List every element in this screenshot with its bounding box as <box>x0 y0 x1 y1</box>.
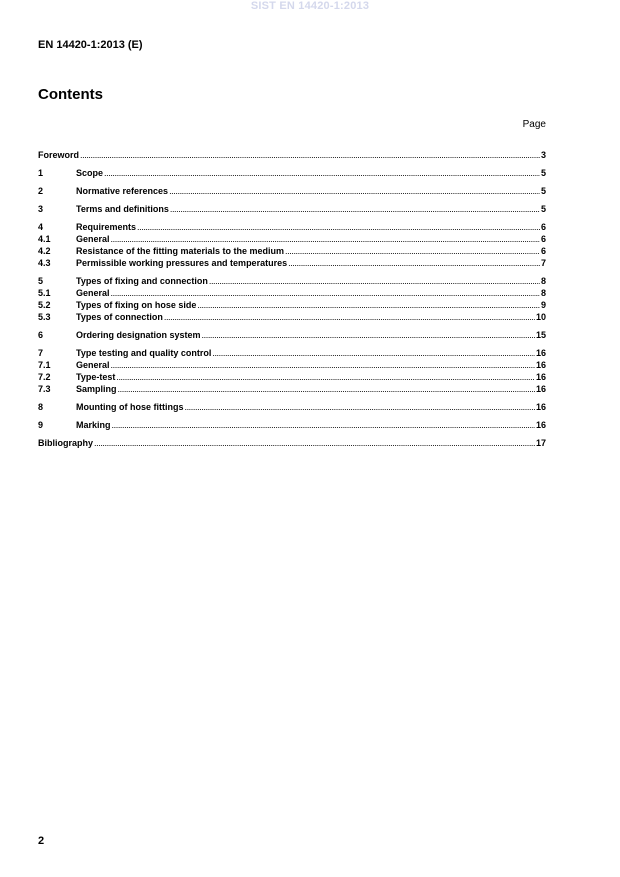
toc-entry-page: 6 <box>540 246 546 256</box>
toc-entry-text: Bibliography <box>38 438 94 448</box>
toc-entry-page: 8 <box>540 288 546 298</box>
toc-entry-number: 7 <box>38 348 44 358</box>
toc-entry-text: Foreword <box>38 150 80 160</box>
toc-leader <box>285 245 540 257</box>
toc-entry-page: 10 <box>535 312 546 322</box>
toc-entry-text: Ordering designation system <box>76 330 201 340</box>
toc-entry-8[interactable] <box>38 401 546 413</box>
toc-entry-4-2[interactable] <box>38 245 546 257</box>
toc-entry-text: Scope <box>76 168 104 178</box>
toc-entry-2[interactable] <box>38 185 546 197</box>
toc-entry-number: 4.1 <box>38 234 51 244</box>
toc-entry-number: 5.3 <box>38 312 51 322</box>
toc-entry-text: Mounting of hose fittings <box>76 402 184 412</box>
page-number: 2 <box>38 835 45 847</box>
toc-entry-page: 15 <box>535 330 546 340</box>
toc-entry-page: 16 <box>535 360 546 370</box>
toc-entry-page: 6 <box>540 234 546 244</box>
toc-leader <box>111 359 535 371</box>
toc-leader <box>184 401 535 413</box>
toc-leader <box>111 287 540 299</box>
toc-leader <box>112 419 535 431</box>
toc-entry-text: General <box>76 288 110 298</box>
toc-entry-6[interactable] <box>38 329 546 341</box>
toc-entry-text: Type-test <box>76 372 116 382</box>
toc-leader <box>164 311 535 323</box>
toc-entry-5[interactable] <box>38 275 546 287</box>
toc-entry-page: 16 <box>535 372 546 382</box>
toc-leader <box>197 299 540 311</box>
toc-entry-number: 4 <box>38 222 44 232</box>
toc-entry-page: 16 <box>535 348 546 358</box>
toc-entry-number: 1 <box>38 168 44 178</box>
toc-leader <box>137 221 540 233</box>
toc-entry-page: 6 <box>540 222 546 232</box>
toc-entry-page: 3 <box>540 150 546 160</box>
toc-entry-7-2[interactable] <box>38 371 546 383</box>
toc-leader <box>104 167 540 179</box>
toc-entry-number: 4.3 <box>38 258 51 268</box>
toc-entry-3[interactable] <box>38 203 546 215</box>
toc-entry-page: 7 <box>540 258 546 268</box>
toc-entry-page: 16 <box>535 384 546 394</box>
toc-entry-4[interactable] <box>38 221 546 233</box>
toc-entry-page: 5 <box>540 186 546 196</box>
toc-entry-7[interactable] <box>38 347 546 359</box>
toc-entry-text: Requirements <box>76 222 137 232</box>
toc-entry-text: General <box>76 360 110 370</box>
toc-entry-page: 16 <box>535 420 546 430</box>
toc-leader <box>170 203 540 215</box>
toc-entry-number: 7.3 <box>38 384 51 394</box>
toc-entry-number: 7.2 <box>38 372 51 382</box>
toc-leader <box>212 347 535 359</box>
toc-entry-number: 6 <box>38 330 44 340</box>
toc-entry-5-1[interactable] <box>38 287 546 299</box>
toc-entry-text: Permissible working pressures and temperatures <box>76 258 288 268</box>
toc-leader <box>111 233 540 245</box>
document-id: EN 14420-1:2013 (E) <box>38 39 143 51</box>
toc-entry-7-1[interactable] <box>38 359 546 371</box>
toc-entry-5-2[interactable] <box>38 299 546 311</box>
toc-entry-text: Normative references <box>76 186 169 196</box>
toc-leader <box>94 437 535 449</box>
toc-entry-4-1[interactable] <box>38 233 546 245</box>
toc-entry-text: Marking <box>76 420 111 430</box>
toc-entry-text: Types of fixing on hose side <box>76 300 197 310</box>
toc-entry-9[interactable] <box>38 419 546 431</box>
table-of-contents <box>38 149 546 449</box>
toc-entry-page: 17 <box>535 438 546 448</box>
toc-entry-bibliography[interactable] <box>38 437 546 449</box>
toc-entry-4-3[interactable] <box>38 257 546 269</box>
toc-entry-page: 5 <box>540 168 546 178</box>
toc-entry-text: Sampling <box>76 384 117 394</box>
toc-leader <box>118 383 535 395</box>
toc-leader <box>288 257 540 269</box>
toc-entry-text: Resistance of the fitting materials to the medium <box>76 246 285 256</box>
toc-entry-5-3[interactable] <box>38 311 546 323</box>
toc-leader <box>202 329 535 341</box>
page-title: Contents <box>38 86 103 103</box>
toc-leader <box>169 185 540 197</box>
toc-entry-text: Type testing and quality control <box>76 348 212 358</box>
toc-entry-number: 3 <box>38 204 44 214</box>
toc-entry-number: 2 <box>38 186 44 196</box>
toc-entry-number: 9 <box>38 420 44 430</box>
toc-leader <box>80 149 540 161</box>
toc-entry-text: Types of fixing and connection <box>76 276 208 286</box>
toc-entry-page: 16 <box>535 402 546 412</box>
toc-entry-number: 5 <box>38 276 44 286</box>
toc-entry-number: 8 <box>38 402 44 412</box>
toc-entry-text: Types of connection <box>76 312 163 322</box>
toc-entry-page: 5 <box>540 204 546 214</box>
toc-entry-text: General <box>76 234 110 244</box>
toc-entry-text: Terms and definitions <box>76 204 169 214</box>
toc-entry-number: 5.2 <box>38 300 51 310</box>
toc-entry-number: 7.1 <box>38 360 51 370</box>
toc-leader <box>209 275 540 287</box>
toc-entry-foreword[interactable] <box>38 149 546 161</box>
toc-entry-1[interactable] <box>38 167 546 179</box>
toc-leader <box>116 371 535 383</box>
toc-entry-number: 5.1 <box>38 288 51 298</box>
toc-entry-7-3[interactable] <box>38 383 546 395</box>
toc-entry-page: 9 <box>540 300 546 310</box>
toc-entry-page: 8 <box>540 276 546 286</box>
page-column-label: Page <box>522 119 546 130</box>
watermark: SIST EN 14420-1:2013 <box>250 0 370 12</box>
toc-entry-number: 4.2 <box>38 246 51 256</box>
